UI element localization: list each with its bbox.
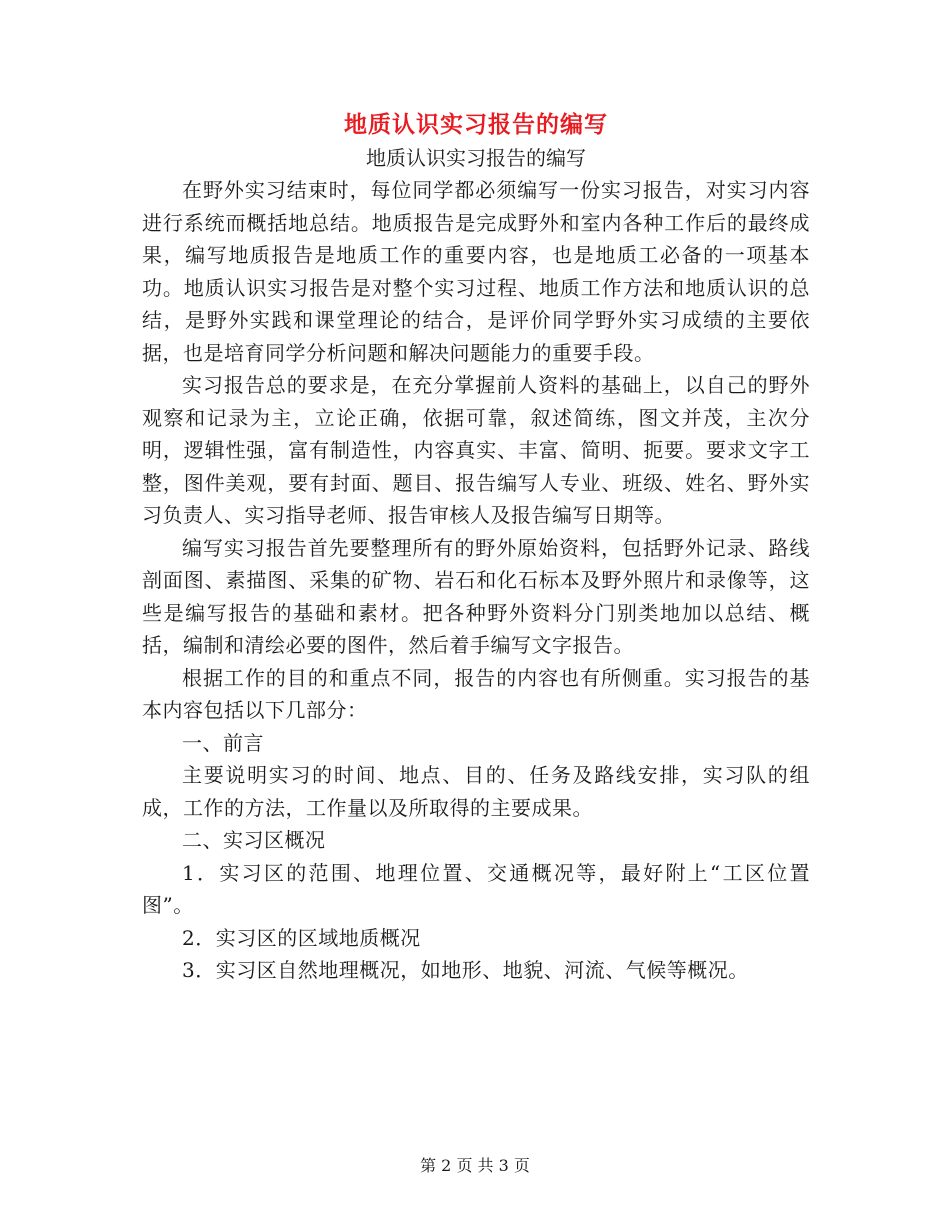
list-item-natural-geography: 3．实习区自然地理概况，如地形、地貌、河流、气候等概况。 <box>182 958 749 982</box>
paragraph-preface: 主要说明实习的时间、地点、目的、任务及路线安排，实习队的组成，工作的方法，工作量以及所取得的主要成果。 <box>142 763 810 820</box>
paragraph-content-overview: 根据工作的目的和重点不同，报告的内容也有所侧重。实习报告的基本内容包括以下几部分： <box>142 665 810 722</box>
document-title: 地质认识实习报告的编写 <box>344 111 608 138</box>
document-subtitle: 地质认识实习报告的编写 <box>366 146 586 170</box>
document-page <box>142 108 810 987</box>
section-heading-area-overview: 二、实习区概况 <box>182 828 326 852</box>
section-heading-preface: 一、前言 <box>182 730 264 755</box>
paragraph-intro: 在野外实习结束时，每位同学都必须编写一份实习报告，对实习内容进行系统而概括地总结。地质报告是完成野外和室内各种工作后的最终成果，编写地质报告是地质工作的重要内容，也是地质工必备的一项基本功。地质认识实习报告是对整个实习过程、地质工作方法和地质认识的总结，是野外实践和课堂理论的结合，是评价同学野外实习成绩的主要依据，也是培育同学分析问题和解决问题能力的重要手段。 <box>142 178 810 365</box>
paragraph-materials: 编写实习报告首先要整理所有的野外原始资料，包括野外记录、路线剖面图、素描图、采集的矿物、岩石和化石标本及野外照片和录像等，这些是编写报告的基础和素材。把各种野外资料分门别类地加以总结、概括，编制和清绘必要的图件，然后着手编写文字报告。 <box>142 535 810 657</box>
list-item-area-location: 1．实习区的范围、地理位置、交通概况等，最好附上“工区位置图”。 <box>142 860 810 917</box>
page-footer: 第 2 页 共 3 页 <box>420 1156 530 1175</box>
list-item-regional-geology: 2．实习区的区域地质概况 <box>182 925 421 950</box>
paragraph-requirements: 实习报告总的要求是，在充分掌握前人资料的基础上，以自己的野外观察和记录为主，立论正确，依据可靠，叙述简练，图文并茂，主次分明，逻辑性强，富有制造性，内容真实、丰富、简明、扼要。要求文字工整，图件美观，要有封面、题目、报告编写人专业、班级、姓名、野外实习负责人、实习指导老师、报告审核人及报告编写日期等。 <box>142 373 810 527</box>
